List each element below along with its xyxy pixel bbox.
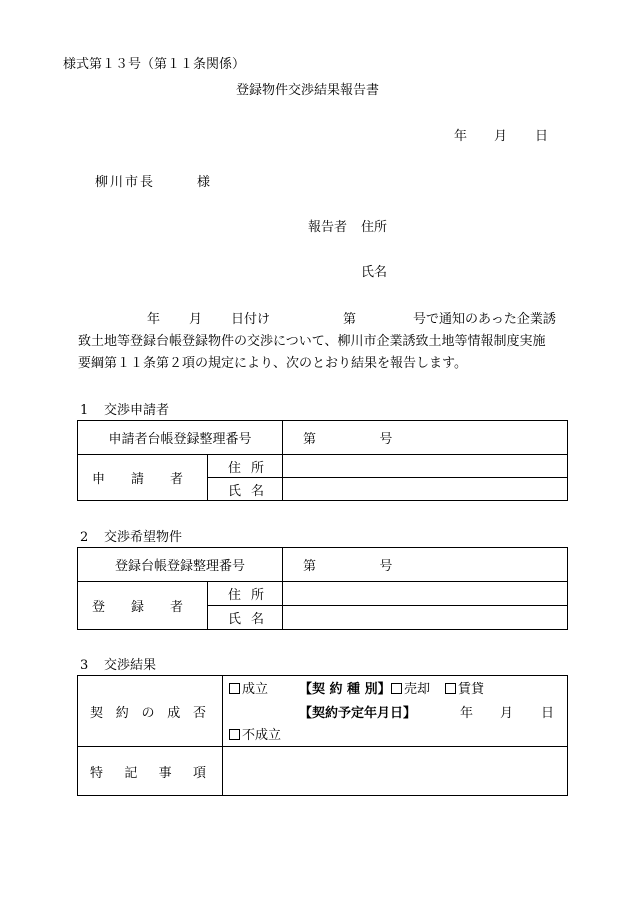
body-dai: 第 [343,312,357,327]
notes-label-cell: 特 記 事 項 [78,747,223,796]
not-established-checkbox-icon [229,729,240,740]
planned-date-label: 【契約予定年月日】 [299,706,417,721]
established-checkbox-icon [229,683,240,694]
planned-month: 月 [500,706,514,721]
not-established-checkbox[interactable]: 不成立 [229,728,281,744]
applicant-address-field[interactable] [283,455,568,478]
property-party-label-cell: 登 録 者 [78,582,208,630]
applicant-reg-go: 号 [379,432,393,447]
reporter-name-label: 氏名 [361,265,388,280]
applicant-reg-dai: 第 [303,432,317,447]
property-name-label-cell: 氏 名 [208,606,283,630]
planned-year: 年 [460,706,474,721]
document-title: 登録物件交渉結果報告書 [236,83,380,98]
reporter-address-label: 住所 [361,220,388,235]
section2-number: 2 [80,530,89,545]
section2-heading: 交渉希望物件 [104,530,183,545]
form-number: 様式第１３号（第１１条関係） [63,57,246,72]
applicant-name-field[interactable] [283,478,568,501]
section1-number: 1 [80,403,89,418]
property-table [77,547,568,630]
property-reg-label-cell [78,548,283,582]
sale-checkbox-icon [391,683,402,694]
applicant-name-label-cell: 氏 名 [208,478,283,501]
applicant-table [77,420,568,501]
property-reg-number-cell[interactable] [283,548,568,582]
sale-checkbox[interactable]: 売却 [391,682,430,698]
section3-number: 3 [80,658,89,673]
body-year: 年 [147,312,161,327]
planned-day: 日 [541,706,555,721]
property-reg-dai: 第 [303,559,317,574]
body-month: 月 [189,312,203,327]
established-checkbox[interactable]: 成立 [229,682,268,698]
date-year: 年 [454,129,468,144]
applicant-reg-number-cell[interactable] [283,421,568,455]
notes-field[interactable] [223,747,568,796]
reporter-label: 報告者 [308,220,348,235]
applicant-reg-label-cell [78,421,283,455]
addressee-honorific: 様 [197,175,211,190]
contract-type-label: 【契 約 種 別】 [299,682,391,697]
date-day: 日 [535,129,549,144]
result-table [77,675,568,796]
section1-heading: 交渉申請者 [104,403,170,418]
addressee-name: 柳川市長 [95,175,156,190]
property-reg-label: 登録台帳登録整理番号 [115,559,246,574]
applicant-party-label-cell: 申 請 者 [78,455,208,501]
property-reg-go: 号 [379,559,393,574]
applicant-reg-label: 申請者台帳登録整理番号 [108,432,252,447]
lease-checkbox[interactable]: 賃貸 [445,682,484,698]
body-line3: 要綱第１１条第２項の規定により、次のとおり結果を報告します。 [78,356,467,371]
contract-label-cell: 契 約 の 成 否 [78,676,223,747]
body-line1-rest: 号で通知のあった企業誘 [413,312,556,327]
date-month: 月 [494,129,508,144]
contract-result-cell [223,676,568,747]
property-name-field[interactable] [283,606,568,630]
section3-heading: 交渉結果 [104,658,157,673]
lease-checkbox-icon [445,683,456,694]
applicant-address-label-cell: 住 所 [208,455,283,478]
property-address-field[interactable] [283,582,568,606]
body-dated: 日付け [231,312,271,327]
body-line2: 致土地等登録台帳登録物件の交渉について、柳川市企業誘致土地等情報制度実施 [78,334,546,349]
property-address-label-cell: 住 所 [208,582,283,606]
